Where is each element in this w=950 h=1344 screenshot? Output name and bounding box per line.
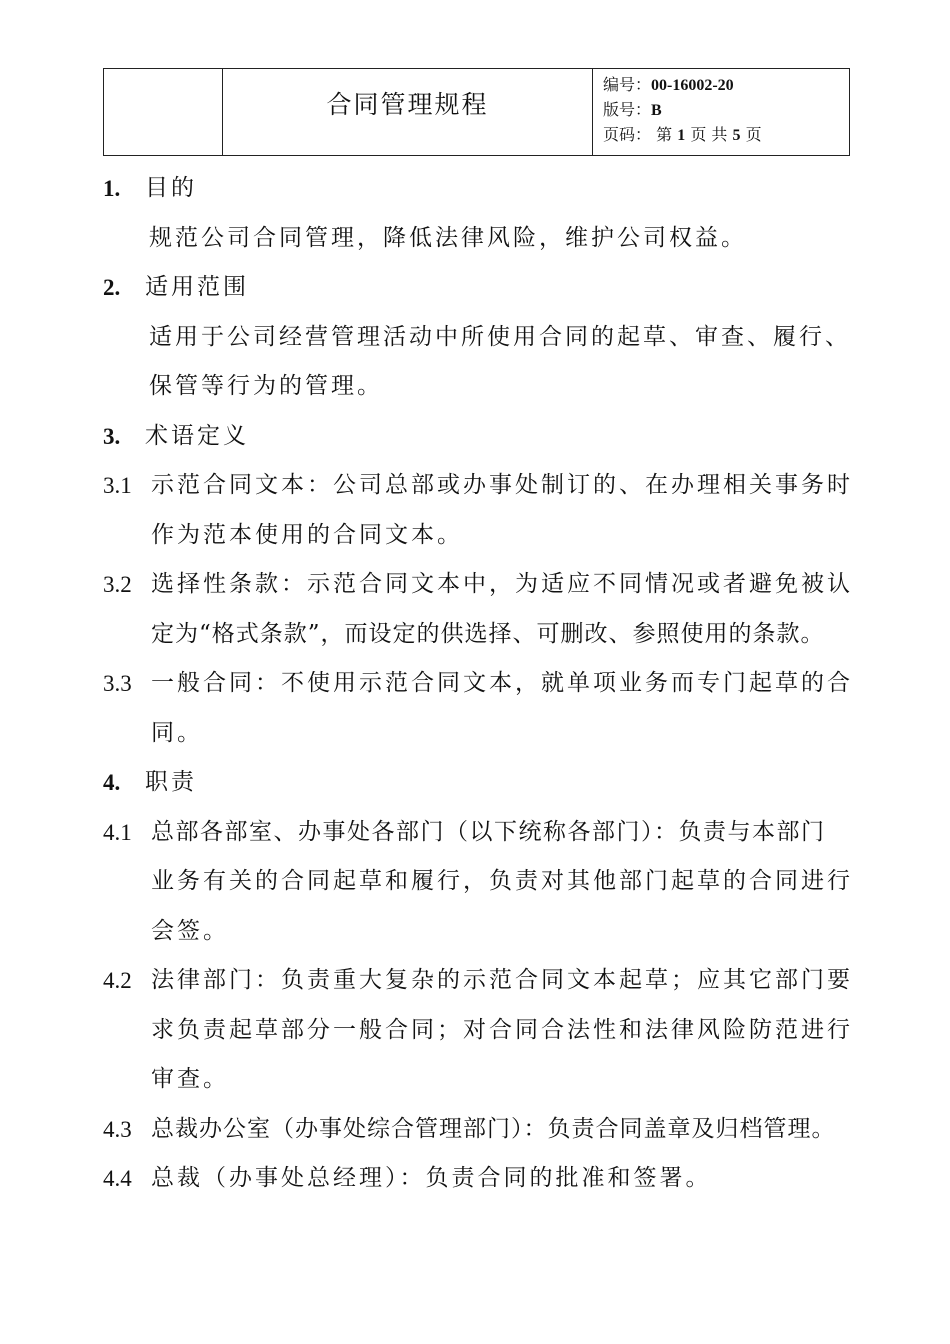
list-item-continuation: 同。 (151, 719, 203, 746)
document-meta (593, 69, 849, 155)
list-item: 4.2 法律部门：负责重大复杂的示范合同文本起草；应其它部门要 (103, 956, 863, 1006)
list-item: 4.1 总部各部室、办事处各部门（以下统称各部门）：负责与本部门 (103, 808, 863, 858)
list-item-continuation: 作为范本使用的合同文本。 (151, 521, 463, 548)
document-title: 合同管理规程 (223, 69, 593, 155)
document-header (103, 68, 850, 156)
list-item-continuation: 业务有关的合同起草和履行，负责对其他部门起草的合同进行 (151, 868, 853, 894)
section-number: 4. (103, 770, 121, 795)
section-heading (103, 164, 863, 214)
section-heading (103, 758, 863, 808)
page-number: 页码： 第 1 页 共 5 页 (603, 125, 762, 144)
section-number: 3. (103, 423, 121, 449)
item-number: 3.1 (103, 473, 132, 498)
document-body (103, 164, 863, 1204)
list-item: 3.1 示范合同文本：公司总部或办事处制订的、在办理相关事务时 (103, 461, 863, 511)
section-number: 2. (103, 275, 121, 300)
logo-cell (104, 69, 223, 155)
section-heading (103, 263, 863, 313)
list-item: 3.3 一般合同：不使用示范合同文本，就单项业务而专门起草的合 (103, 659, 863, 709)
item-number: 4.2 (103, 968, 132, 993)
paragraph-line: 保管等行为的管理。 (149, 373, 383, 399)
list-item-continuation: 求负责起草部分一般合同；对合同合法性和法律风险防范进行 (151, 1016, 853, 1043)
section-title: 职责 (145, 769, 197, 795)
paragraph-line: 规范公司合同管理，降低法律风险，维护公司权益。 (149, 224, 747, 251)
item-number: 4.3 (103, 1116, 132, 1142)
document-code: 编号：00-16002-20 (603, 75, 734, 94)
item-number: 3.3 (103, 671, 132, 696)
list-item-continuation: 会签。 (151, 917, 229, 944)
list-item: 4.3 总裁办公室（办事处综合管理部门）：负责合同盖章及归档管理。 (103, 1105, 863, 1155)
section-title: 术语定义 (145, 422, 249, 449)
item-number: 4.1 (103, 819, 132, 845)
section-number: 1. (103, 176, 121, 201)
section-title: 适用范围 (145, 274, 249, 300)
list-item: 4.4 总裁（办事处总经理）：负责合同的批准和签署。 (103, 1154, 863, 1204)
section-heading (103, 412, 863, 462)
list-item: 3.2 选择性条款：示范合同文本中，为适应不同情况或者避免被认 (103, 560, 863, 610)
item-number: 3.2 (103, 572, 132, 597)
document-version: 版号：B (603, 100, 662, 119)
list-item-continuation: 审查。 (151, 1066, 229, 1092)
item-number: 4.4 (103, 1166, 132, 1191)
section-title: 目的 (145, 175, 197, 201)
list-item-continuation: 定为“格式条款”，而设定的供选择、可删改、参照使用的条款。 (151, 620, 825, 647)
paragraph-line: 适用于公司经营管理活动中所使用合同的起草、审查、履行、 (149, 323, 851, 350)
